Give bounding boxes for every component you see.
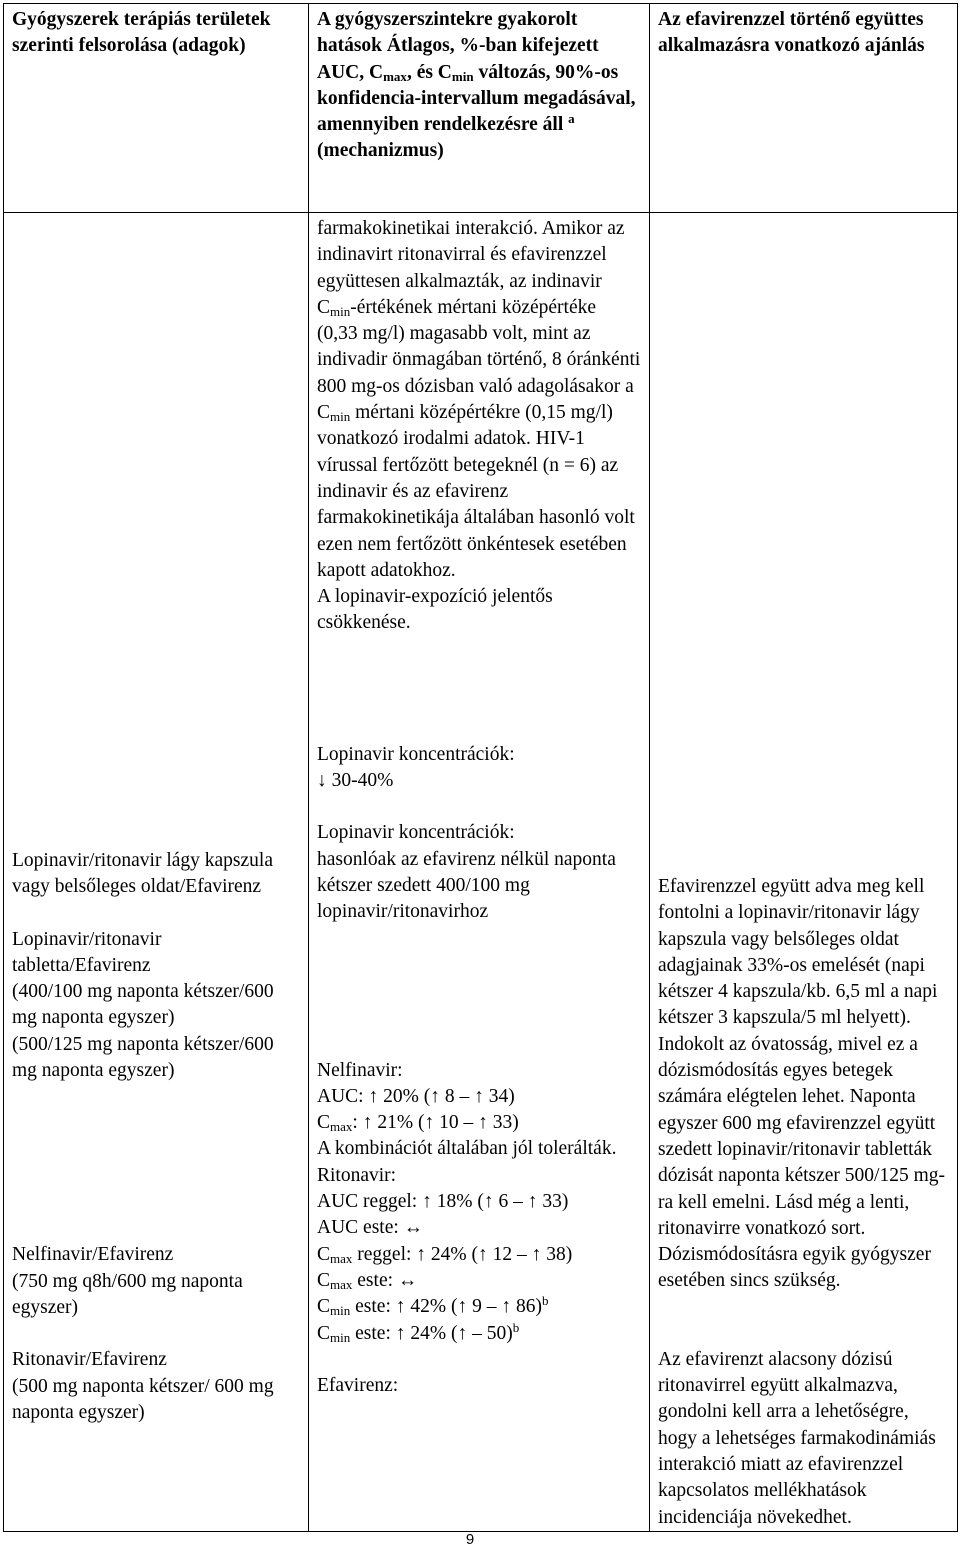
ritonavir-cmin-label: este: — [355, 1296, 391, 1318]
ritonavir-cmin1-ci-low: 9 — [472, 1296, 482, 1318]
ritonavir-c: C — [317, 1322, 331, 1344]
lopinavir-conc2-value: hasonlóak az efavirenz nélkül naponta kétszer szedett 400/100 mg lopinavir/ritonavirhoz — [317, 848, 616, 923]
header-effects-line1: A gyógyszerszintekre gyakorolt hatások — [317, 9, 578, 57]
ritonavir-auc-evening — [317, 1215, 641, 1241]
drugs-gap — [12, 1321, 300, 1347]
nelfinavir-label: Nelfinavir: — [317, 1059, 403, 1081]
lopinavir-drug1: Lopinavir/ritonavir lágy kapszula vagy belsőleges oldat/Efavirenz — [12, 850, 274, 898]
lopinavir-dose2: (500/125 mg naponta kétszer/600 mg naponta egyszer) — [12, 1033, 274, 1082]
ritonavir-auc-morning: AUC reggel: ↑ 18% (↑ 6 – ↑ 33) — [317, 1189, 641, 1215]
lopinavir-effect: A lopinavir-expozíció jelentős csökkenése. — [317, 586, 553, 634]
nelfinavir-auc-ci-high: 34 — [488, 1085, 509, 1107]
header-drugs — [4, 4, 309, 213]
arrow-up-icon: ↑ — [527, 1191, 538, 1213]
ritonavir-c: C — [317, 1269, 331, 1291]
ritonavir-sub-min: min — [330, 1303, 351, 1319]
nelfinavir-recommendation: Dózismódosításra egyik gyógyszer esetében sincs szükség. — [658, 1244, 931, 1292]
ritonavir-c: C — [317, 1243, 331, 1265]
indinavir-continuation — [317, 216, 641, 584]
ritonavir-cmin-label: este: — [355, 1322, 391, 1344]
dash-icon: – — [459, 1085, 470, 1107]
arrow-up-icon: ↑ — [362, 1112, 373, 1134]
nelfinavir-dose: (750 mg q8h/600 mg naponta egyszer) — [12, 1270, 243, 1318]
effects-gap — [317, 1347, 641, 1373]
ritonavir-auc-evening-label: AUC este: — [317, 1217, 399, 1239]
arrow-up-icon: ↑ — [368, 1085, 379, 1107]
header-sup-a: a — [568, 111, 575, 127]
ritonavir-sub-min: min — [330, 1329, 351, 1345]
lopinavir-dose1: (400/100 mg naponta kétszer/600 mg naponta egyszer) — [12, 981, 274, 1029]
header-drugs-text: Gyógyszerek terápiás területek szerinti felsorolása (adagok) — [12, 9, 271, 57]
lopinavir-conc1-value: 30-40% — [331, 770, 394, 792]
header-effects-after: változás, 90%-os konfidencia-intervallum megadásával, amennyiben rendelkezésre áll — [317, 61, 636, 136]
bidirectional-arrow-icon: ↔ — [397, 1269, 418, 1291]
nelfinavir-auc-value: 20% — [383, 1085, 419, 1107]
effects-cell — [309, 213, 650, 1532]
ritonavir-cmax-morning-ci-high: 38 — [546, 1243, 566, 1265]
effects-spacer-1 — [317, 637, 641, 742]
table-body-row — [4, 213, 958, 1532]
ritonavir-cmax-evening — [317, 1268, 641, 1294]
dash-icon: – — [472, 1322, 482, 1344]
ritonavir-cmax-evening-label: este: — [357, 1269, 394, 1291]
recommendation-spacer-mid — [658, 1295, 949, 1347]
ritonavir-cmax-morning-ci-low: 12 — [492, 1243, 513, 1265]
nelfinavir-cmax-value: 21% — [377, 1112, 414, 1134]
ritonavir-cmin-2: $C_{min}$ este: ↑ 24% (↑ – 50)$^b$ — [317, 1321, 641, 1347]
header-effects — [309, 4, 650, 213]
indinavir-sub2: min — [330, 409, 351, 425]
indinavir-sub1: min — [330, 303, 351, 319]
indinavir-text2: -értékének mértani középértéke (0,33 mg/l) magasabb volt, mint az indivadir önmagában történő, 8 óránkénti 800 mg-os dózisban való adagolásakor a C — [317, 296, 641, 424]
lopinavir-recommendation: Efavirenzzel együtt adva meg kell fontolni a lopinavir/ritonavir lágy kapszula vagy belsőleges oldat adagjainak 33%-os emelését (napi kétszer 4 kapszula/kb. 6,5 ml a napi kétszer 3 kapszula/5 ml helyett). Indokolt az óvatosság, mivel ez a dózismódosítás egyes betegek számára elégtelen lehet. Naponta egyszer 600 mg efavirenzzel együtt szedett lopinavir/ritonavir tabletták dózisát naponta kétszer 500/125 mg-ra kell emelni. Lásd még a lenti, ritonavirre vonatkozó sort. — [658, 876, 946, 1239]
ritonavir-cmin2-ci-high: 50 — [486, 1322, 507, 1344]
ritonavir-label: Ritonavir: — [317, 1164, 397, 1186]
interaction-table — [3, 3, 958, 1532]
arrow-up-icon: ↑ — [501, 1296, 512, 1318]
arrow-up-icon: ↑ — [416, 1243, 427, 1265]
ritonavir-cmin2-value: 24% — [410, 1322, 447, 1344]
nelfinavir-cmax: $C_{max}$: ↑ 21% (↑ 10 – ↑ 33) — [317, 1110, 641, 1136]
lopinavir-conc2-label: Lopinavir koncentrációk: — [317, 822, 515, 844]
arrow-up-icon: ↑ — [474, 1085, 484, 1107]
nelfinavir-cmax-c: C — [317, 1112, 331, 1134]
ritonavir-cmax-morning: $C_{max}$ reggel: ↑ 24% (↑ 12 – ↑ 38) — [317, 1242, 641, 1268]
arrow-up-icon: ↑ — [457, 1296, 468, 1318]
arrow-up-icon: ↑ — [478, 1112, 488, 1134]
ritonavir-recommendation: Az efavirenzt alacsony dózisú ritonavirrel együtt alkalmazva, gondolni kell arra a lehetőségre, hogy a lehetséges farmakodinámiás interakció miatt az efavirenzzel kapcsolatos mellékhatások incidenciája növekedhet. — [658, 1348, 936, 1528]
arrow-up-icon: ↑ — [457, 1322, 468, 1344]
ritonavir-c: C — [317, 1296, 331, 1318]
header-effects-line2: Átlagos, %-ban kifejezett AUC, — [317, 35, 599, 83]
lopinavir-drug2: Lopinavir/ritonavir tabletta/Efavirenz — [12, 928, 162, 976]
drugs-gap — [12, 901, 300, 927]
nelfinavir-cmax-sub: max — [330, 1119, 353, 1135]
arrow-up-icon: ↑ — [422, 1191, 432, 1213]
arrow-up-icon: ↑ — [395, 1322, 406, 1344]
header-mechanism: (mechanizmus) — [317, 140, 444, 162]
bidirectional-arrow-icon: ↔ — [403, 1217, 424, 1239]
drugs-spacer-top — [12, 216, 300, 848]
nelfinavir-drug: Nelfinavir/Efavirenz — [12, 1244, 174, 1266]
ritonavir-drug: Ritonavir/Efavirenz — [12, 1349, 167, 1371]
dash-icon: – — [513, 1191, 523, 1213]
arrow-up-icon: ↑ — [531, 1243, 542, 1265]
ritonavir-auc-morning-ci-high: 33 — [542, 1191, 562, 1213]
nelfinavir-cmax-ci-low: 10 — [439, 1112, 459, 1134]
ritonavir-auc-morning-value: 18% — [436, 1191, 473, 1213]
nelfinavir-auc-label: AUC: — [317, 1085, 364, 1107]
ritonavir-sup-b: b — [512, 1319, 520, 1335]
header-recommendation — [650, 4, 958, 213]
ritonavir-cmin1-ci-high: 86 — [515, 1296, 536, 1318]
arrow-up-icon: ↑ — [478, 1243, 488, 1265]
header-cmax-sub: max — [383, 68, 407, 84]
recommendation-spacer-top — [658, 216, 949, 874]
indinavir-text3: mértani középértékre (0,15 mg/l) vonatkozó irodalmi adatok. HIV-1 vírussal fertőzött betegeknél (n = 6) az indinavir és az efavirenz farmakokinetikája általában hasonló volt ezen nem fertőzött önkéntesek esetében kapott adatokhoz. — [317, 402, 635, 581]
effects-gap — [317, 794, 641, 820]
header-and-c: , és C — [406, 61, 452, 83]
header-cmin-sub: min — [451, 68, 474, 84]
ritonavir-cmin1-value: 42% — [410, 1296, 447, 1318]
ritonavir-sub-max: max — [330, 1250, 353, 1266]
effects-spacer-2 — [317, 926, 641, 1058]
drugs-cell — [4, 213, 309, 1532]
drugs-spacer-mid — [12, 1084, 300, 1242]
nelfinavir-auc-ci-low: 8 — [444, 1085, 455, 1107]
ritonavir-efavirenz-label: Efavirenz: — [317, 1374, 399, 1396]
arrow-up-icon: ↑ — [395, 1296, 406, 1318]
arrow-down-icon: ↓ — [317, 770, 327, 792]
header-recommendation-text: Az efavirenzzel történő együttes alkalmazásra vonatkozó ajánlás — [658, 9, 925, 57]
dash-icon: – — [463, 1112, 474, 1134]
ritonavir-sup-b: b — [541, 1293, 549, 1309]
arrow-up-icon: ↑ — [424, 1112, 435, 1134]
ritonavir-sub-max: max — [330, 1276, 353, 1292]
header-cmax-c: C — [369, 61, 384, 83]
arrow-up-icon: ↑ — [483, 1191, 494, 1213]
ritonavir-cmin-1: $C_{min}$ este: ↑ 42% (↑ 9 – ↑ 86)$^b$ — [317, 1294, 641, 1320]
lopinavir-conc1-label: Lopinavir koncentrációk: — [317, 743, 515, 765]
nelfinavir-cmax-ci-high: 33 — [492, 1112, 513, 1134]
ritonavir-auc-morning-label: AUC reggel: — [317, 1191, 418, 1213]
page-number: 9 — [465, 1531, 475, 1548]
ritonavir-auc-morning-ci-low: 6 — [498, 1191, 509, 1213]
indinavir-text1: farmakokinetikai interakció. Amikor az indinavirt ritonavirral és efavirenzzel együttesen alkalmazták, az indinavir C — [317, 218, 625, 318]
nelfinavir-note: A kombinációt általában jól tolerálták. — [317, 1138, 617, 1160]
dash-icon: – — [486, 1296, 497, 1318]
arrow-up-icon: ↑ — [430, 1085, 440, 1107]
lopinavir-conc1 — [317, 768, 641, 794]
recommendation-cell — [650, 213, 958, 1532]
nelfinavir-auc: AUC: ↑ 20% (↑ 8 – ↑ 34) — [317, 1084, 641, 1110]
ritonavir-cmax-morning-value: 24% — [430, 1243, 467, 1265]
table-header-row — [4, 4, 958, 213]
ritonavir-dose: (500 mg naponta kétszer/ 600 mg naponta egyszer) — [12, 1375, 274, 1423]
dash-icon: – — [517, 1243, 527, 1265]
ritonavir-cmax-morning-label: reggel: — [357, 1243, 412, 1265]
